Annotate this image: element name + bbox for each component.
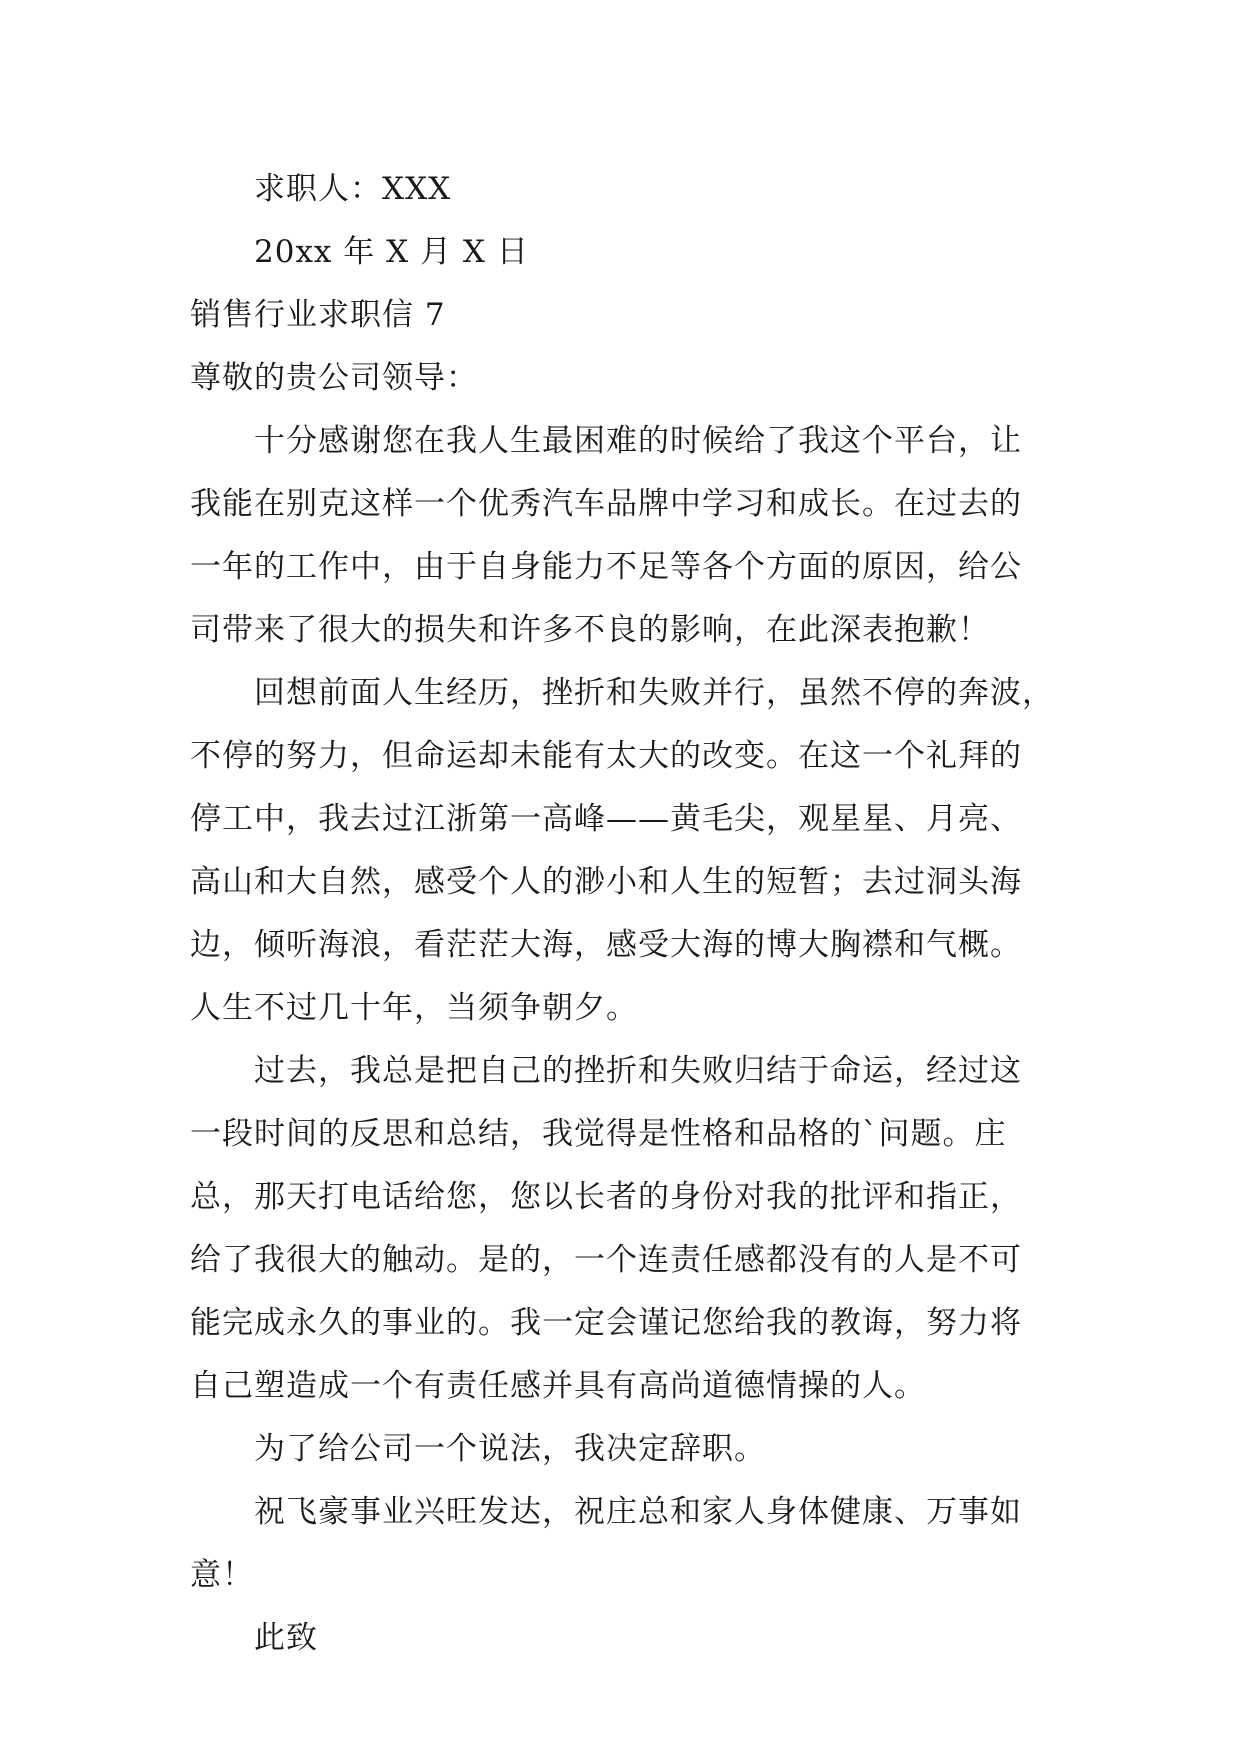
paragraph-line: 停工中，我去过江浙第一高峰——黄毛尖，观星星、月亮、 <box>190 801 1022 837</box>
paragraph-line: 一年的工作中，由于自身能力不足等各个方面的原因，给公 <box>190 549 1022 585</box>
paragraph-line: 我能在别克这样一个优秀汽车品牌中学习和成长。在过去的 <box>190 486 1022 522</box>
paragraph-line: 人生不过几十年，当须争朝夕。 <box>190 990 638 1026</box>
paragraph-line: 给了我很大的触动。是的，一个连责任感都没有的人是不可 <box>190 1242 1022 1278</box>
paragraph-line: 总，那天打电话给您，您以长者的身份对我的批评和指正， <box>190 1179 1022 1215</box>
paragraph-line: 十分感谢您在我人生最困难的时候给了我这个平台，让 <box>254 423 1022 459</box>
paragraph-line: 司带来了很大的损失和许多不良的影响，在此深表抱歉！ <box>190 612 990 648</box>
paragraph-line: 为了给公司一个说法，我决定辞职。 <box>254 1431 766 1467</box>
paragraph-1 <box>190 410 1070 662</box>
date-line: 20xx 年 X 月 X 日 <box>254 234 529 270</box>
paragraph-3 <box>190 1040 1070 1418</box>
paragraph-line: 自己塑造成一个有责任感并具有高尚道德情操的人。 <box>190 1368 926 1404</box>
paragraph-line: 不停的努力，但命运却未能有太大的改变。在这一个礼拜的 <box>190 738 1022 774</box>
paragraph-5 <box>190 1481 1070 1607</box>
paragraph-line: 高山和大自然，感受个人的渺小和人生的短暂；去过洞头海 <box>190 864 1022 900</box>
paragraph-line: 意！ <box>190 1557 254 1593</box>
applicant-line: 求职人：XXX <box>254 171 452 207</box>
closing <box>190 1607 1070 1670</box>
letter-title: 销售行业求职信 7 <box>190 297 446 333</box>
closing-line: 此致 <box>254 1620 318 1656</box>
paragraph-line: 回想前面人生经历，挫折和失败并行，虽然不停的奔波， <box>254 675 1054 711</box>
paragraph-line: 一段时间的反思和总结，我觉得是性格和品格的`问题。庄 <box>190 1116 1007 1152</box>
paragraph-4 <box>190 1418 1070 1481</box>
paragraph-2 <box>190 662 1070 1040</box>
paragraph-line: 过去，我总是把自己的挫折和失败归结于命运，经过这 <box>254 1053 1022 1089</box>
paragraph-line: 祝飞豪事业兴旺发达，祝庄总和家人身体健康、万事如 <box>254 1494 1022 1530</box>
salutation: 尊敬的贵公司领导： <box>190 360 478 396</box>
paragraph-line: 能完成永久的事业的。我一定会谨记您给我的教诲，努力将 <box>190 1305 1022 1341</box>
letter-body <box>190 158 1070 1670</box>
paragraph-line: 边，倾听海浪，看茫茫大海，感受大海的博大胸襟和气概。 <box>190 927 1022 963</box>
